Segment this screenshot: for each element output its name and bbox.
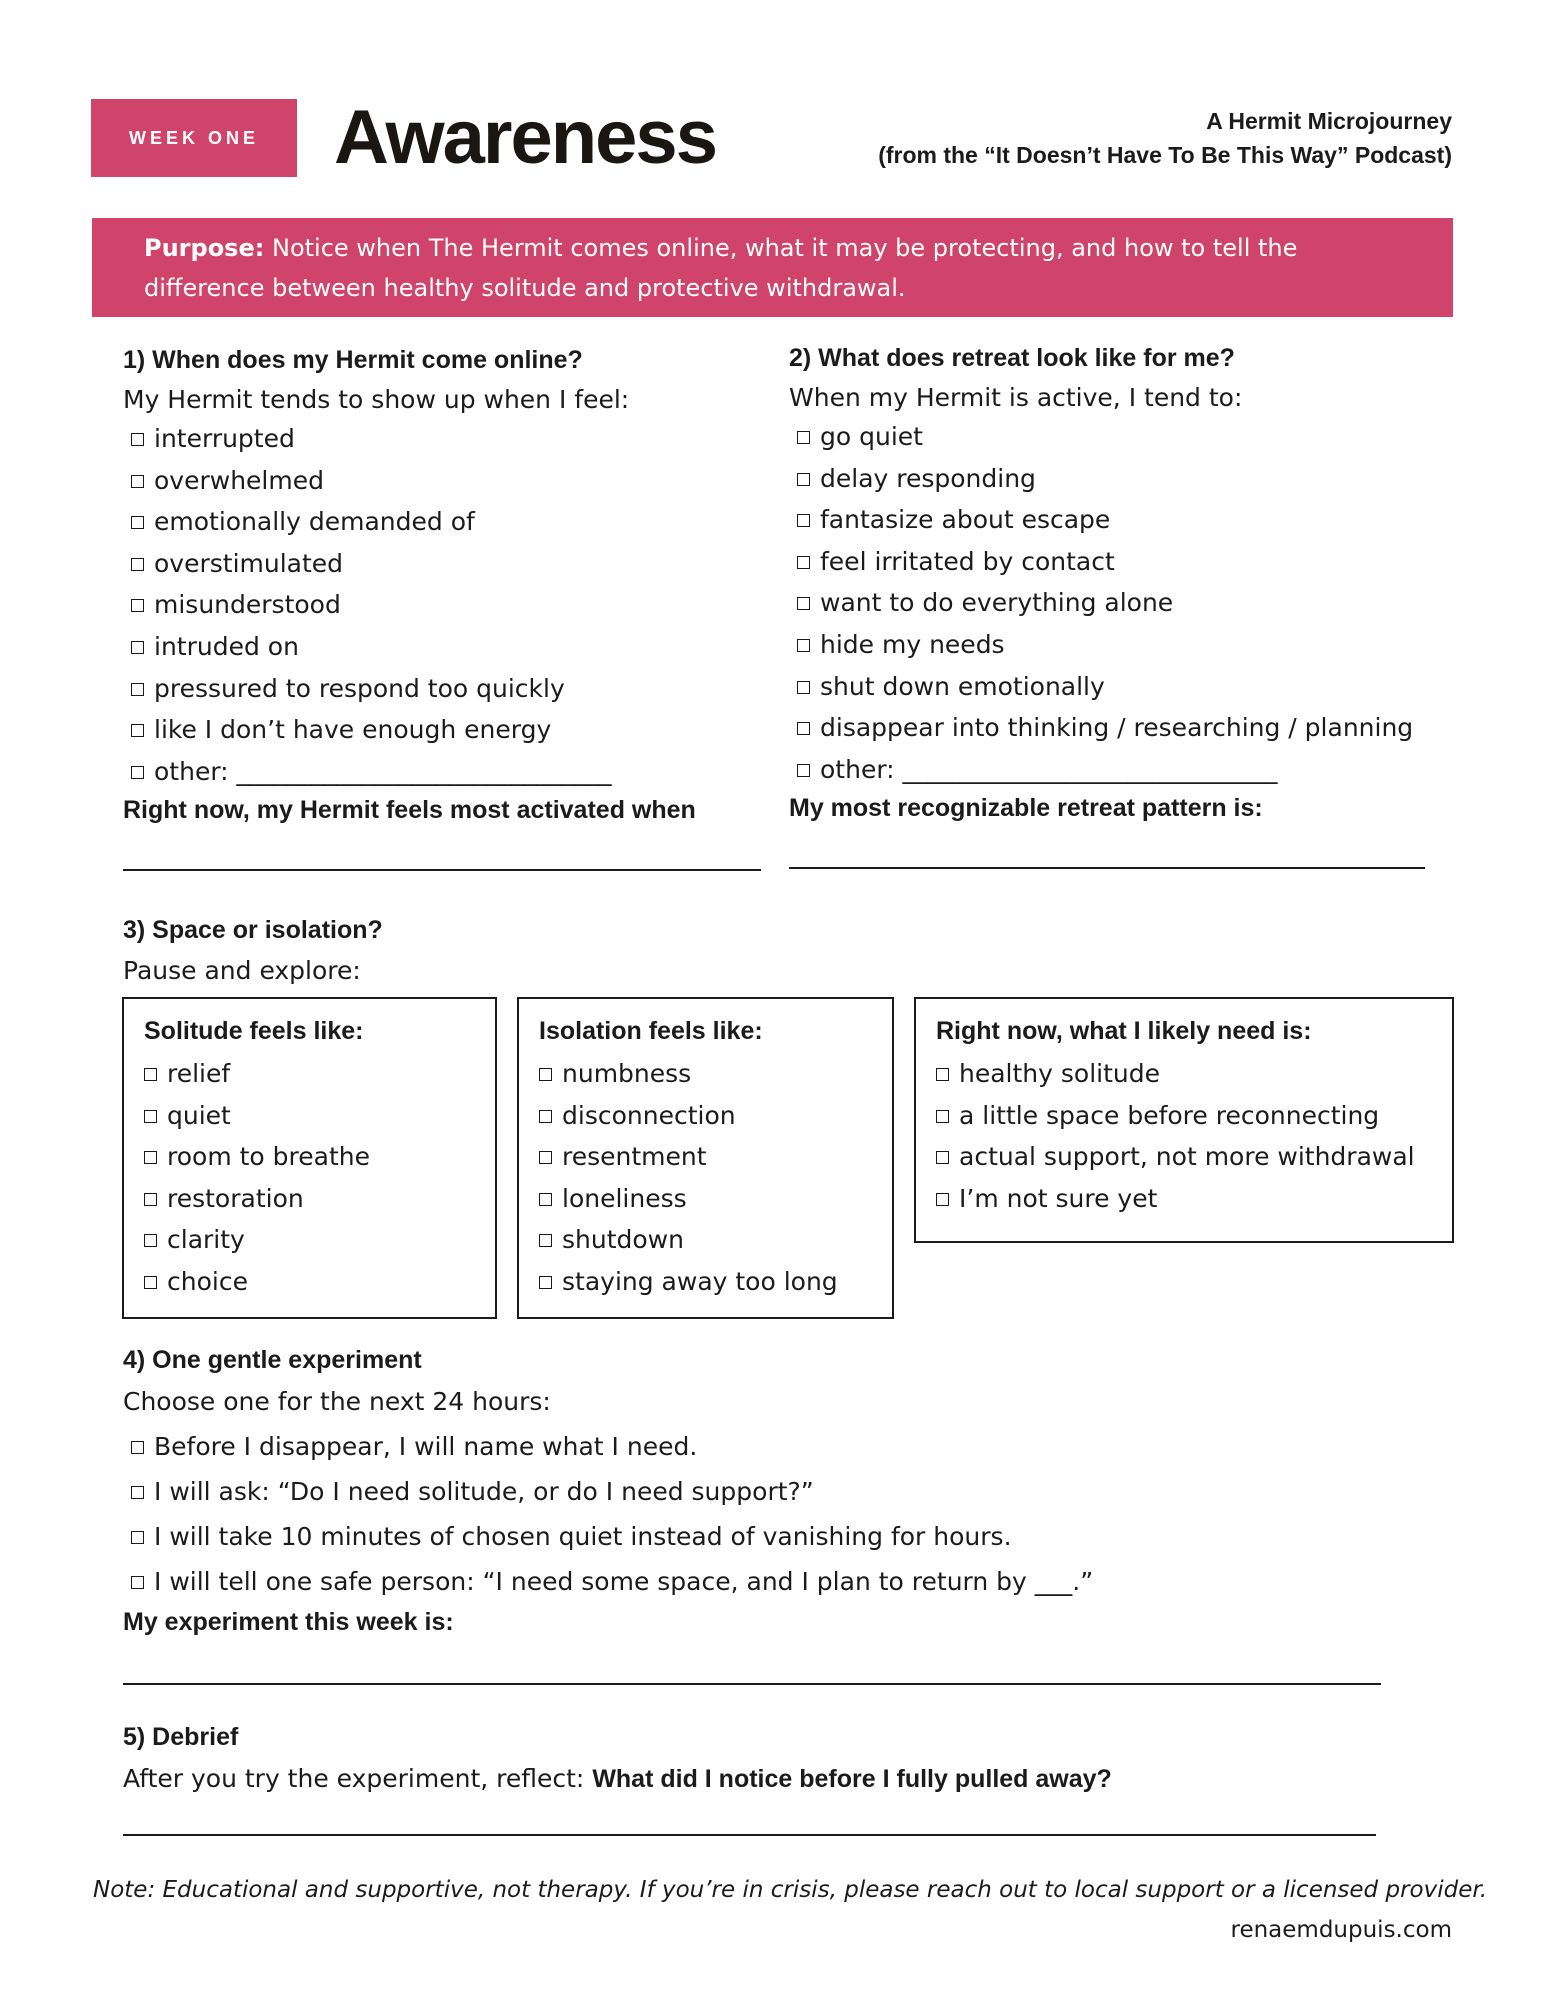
checklist-item[interactable]: shutdown (539, 1219, 892, 1261)
week-badge: WEEK ONE (91, 99, 297, 177)
solitude-box-heading: Solitude feels like: (144, 1017, 364, 1045)
checklist-item[interactable]: fantasize about escape (797, 499, 1449, 541)
checklist-item[interactable]: feel irritated by contact (797, 541, 1449, 583)
checklist-item[interactable]: choice (144, 1261, 495, 1303)
checkbox-icon[interactable] (144, 1110, 157, 1123)
checklist-item[interactable]: misunderstood (131, 584, 763, 626)
section-2 (789, 340, 1449, 826)
section-2-checklist (797, 416, 1449, 790)
checkbox-icon[interactable] (131, 724, 144, 737)
checkbox-icon[interactable] (539, 1110, 552, 1123)
section-1 (123, 342, 763, 828)
checklist-item[interactable]: delay responding (797, 458, 1449, 500)
checkbox-icon[interactable] (936, 1110, 949, 1123)
section-4 (123, 1342, 1453, 1640)
checklist-item[interactable]: Before I disappear, I will name what I need. (131, 1424, 1453, 1469)
checklist-item[interactable]: staying away too long (539, 1261, 892, 1303)
checkbox-icon[interactable] (797, 514, 810, 527)
checkbox-icon[interactable] (797, 597, 810, 610)
checklist-item[interactable]: go quiet (797, 416, 1449, 458)
checkbox-icon[interactable] (797, 722, 810, 735)
section-2-intro: When my Hermit is active, I tend to: (789, 383, 1243, 412)
checkbox-icon[interactable] (797, 764, 810, 777)
checkbox-icon[interactable] (131, 1441, 144, 1454)
section-1-prompt: Right now, my Hermit feels most activated when (123, 796, 696, 825)
section-1-heading: 1) When does my Hermit come online? (123, 346, 583, 374)
checklist-item[interactable]: other: ______________________________ (797, 749, 1449, 791)
checkbox-icon[interactable] (131, 516, 144, 529)
subtitle-line-1: A Hermit Microjourney (1206, 108, 1452, 134)
section-2-heading: 2) What does retreat look like for me? (789, 344, 1235, 372)
checkbox-icon[interactable] (144, 1276, 157, 1289)
checklist-item[interactable]: want to do everything alone (797, 582, 1449, 624)
checkbox-icon[interactable] (131, 683, 144, 696)
checkbox-icon[interactable] (936, 1193, 949, 1206)
checklist-item[interactable]: I will ask: “Do I need solitude, or do I need support?” (131, 1469, 1453, 1514)
checkbox-icon[interactable] (131, 475, 144, 488)
checkbox-icon[interactable] (797, 431, 810, 444)
purpose-text: Notice when The Hermit comes online, what it may be protecting, and how to tell the difference between healthy solitude and protective withdrawal. (144, 234, 1298, 302)
section-1-answer-line[interactable] (123, 869, 761, 871)
checkbox-icon[interactable] (144, 1193, 157, 1206)
checklist-item[interactable]: pressured to respond too quickly (131, 668, 763, 710)
section-3-header (123, 912, 383, 989)
checkbox-icon[interactable] (539, 1234, 552, 1247)
checklist-item[interactable]: numbness (539, 1053, 892, 1095)
section-5-prompt (123, 1761, 1453, 1797)
checkbox-icon[interactable] (539, 1193, 552, 1206)
checklist-item[interactable]: clarity (144, 1219, 495, 1261)
checkbox-icon[interactable] (539, 1068, 552, 1081)
section-5-question: What did I notice before I fully pulled away? (592, 1765, 1112, 1793)
isolation-box (517, 997, 894, 1319)
isolation-checklist (539, 1053, 892, 1303)
checklist-item[interactable]: healthy solitude (936, 1053, 1452, 1095)
checklist-item[interactable]: I will take 10 minutes of chosen quiet instead of vanishing for hours. (131, 1514, 1453, 1559)
section-4-intro: Choose one for the next 24 hours: (123, 1387, 551, 1416)
purpose-label: Purpose: (144, 234, 265, 262)
section-5-intro: After you try the experiment, reflect: (123, 1764, 585, 1793)
subtitle-line-2: (from the “It Doesn’t Have To Be This Way” Podcast) (878, 142, 1452, 168)
checklist-item[interactable]: interrupted (131, 418, 763, 460)
checkbox-icon[interactable] (131, 766, 144, 779)
checkbox-icon[interactable] (936, 1068, 949, 1081)
website-link[interactable]: renaemdupuis.com (1230, 1917, 1452, 1943)
checklist-item[interactable]: overwhelmed (131, 460, 763, 502)
section-3-intro: Pause and explore: (123, 956, 361, 985)
solitude-box (122, 997, 497, 1319)
checkbox-icon[interactable] (797, 681, 810, 694)
section-5-heading: 5) Debrief (123, 1723, 239, 1751)
page-title: Awareness (334, 95, 716, 180)
checklist-item[interactable]: other: ______________________________ (131, 751, 763, 793)
checkbox-icon[interactable] (797, 556, 810, 569)
series-subtitle (878, 104, 1452, 172)
checklist-item[interactable]: shut down emotionally (797, 666, 1449, 708)
section-3-heading: 3) Space or isolation? (123, 916, 383, 944)
section-2-answer-line[interactable] (789, 867, 1425, 869)
checkbox-icon[interactable] (936, 1151, 949, 1164)
checklist-item[interactable]: like I don’t have enough energy (131, 709, 763, 751)
solitude-checklist (144, 1053, 495, 1303)
checklist-item[interactable]: I will tell one safe person: “I need some space, and I plan to return by ___.” (131, 1559, 1453, 1604)
checkbox-icon[interactable] (131, 1576, 144, 1589)
purpose-banner (92, 218, 1453, 317)
checkbox-icon[interactable] (131, 558, 144, 571)
checklist-item[interactable]: intruded on (131, 626, 763, 668)
checkbox-icon[interactable] (131, 1531, 144, 1544)
checklist-item[interactable]: a little space before reconnecting (936, 1095, 1452, 1137)
checkbox-icon[interactable] (131, 433, 144, 446)
need-box-heading: Right now, what I likely need is: (936, 1017, 1312, 1045)
checkbox-icon[interactable] (797, 473, 810, 486)
checklist-item[interactable]: relief (144, 1053, 495, 1095)
checklist-item[interactable]: actual support, not more withdrawal (936, 1136, 1452, 1178)
checklist-item[interactable]: quiet (144, 1095, 495, 1137)
checklist-item[interactable]: I’m not sure yet (936, 1178, 1452, 1220)
section-4-checklist (131, 1424, 1453, 1604)
section-5-answer-line[interactable] (123, 1834, 1376, 1836)
isolation-box-heading: Isolation feels like: (539, 1017, 763, 1045)
checkbox-icon[interactable] (144, 1151, 157, 1164)
section-5 (123, 1719, 1453, 1797)
checklist-item[interactable]: hide my needs (797, 624, 1449, 666)
checkbox-icon[interactable] (131, 641, 144, 654)
checklist-item[interactable]: disconnection (539, 1095, 892, 1137)
checklist-item[interactable]: restoration (144, 1178, 495, 1220)
checkbox-icon[interactable] (131, 599, 144, 612)
need-checklist (936, 1053, 1452, 1219)
section-2-prompt: My most recognizable retreat pattern is: (789, 794, 1263, 823)
checklist-item[interactable]: emotionally demanded of (131, 501, 763, 543)
checkbox-icon[interactable] (797, 639, 810, 652)
checklist-item[interactable]: disappear into thinking / researching / planning (797, 707, 1449, 749)
checklist-item[interactable]: resentment (539, 1136, 892, 1178)
need-box (914, 997, 1454, 1243)
section-1-intro: My Hermit tends to show up when I feel: (123, 385, 630, 414)
checkbox-icon[interactable] (539, 1151, 552, 1164)
checkbox-icon[interactable] (131, 1486, 144, 1499)
disclaimer-note: Note: Educational and supportive, not therapy. If you’re in crisis, please reach out to local support or a licensed provider. (93, 1877, 1488, 1903)
checkbox-icon[interactable] (539, 1276, 552, 1289)
section-4-heading: 4) One gentle experiment (123, 1346, 422, 1374)
checkbox-icon[interactable] (144, 1068, 157, 1081)
checklist-item[interactable]: room to breathe (144, 1136, 495, 1178)
checklist-item[interactable]: overstimulated (131, 543, 763, 585)
section-4-answer-line[interactable] (123, 1683, 1381, 1685)
section-4-prompt: My experiment this week is: (123, 1608, 454, 1636)
section-1-checklist (131, 418, 763, 792)
checkbox-icon[interactable] (144, 1234, 157, 1247)
checklist-item[interactable]: loneliness (539, 1178, 892, 1220)
